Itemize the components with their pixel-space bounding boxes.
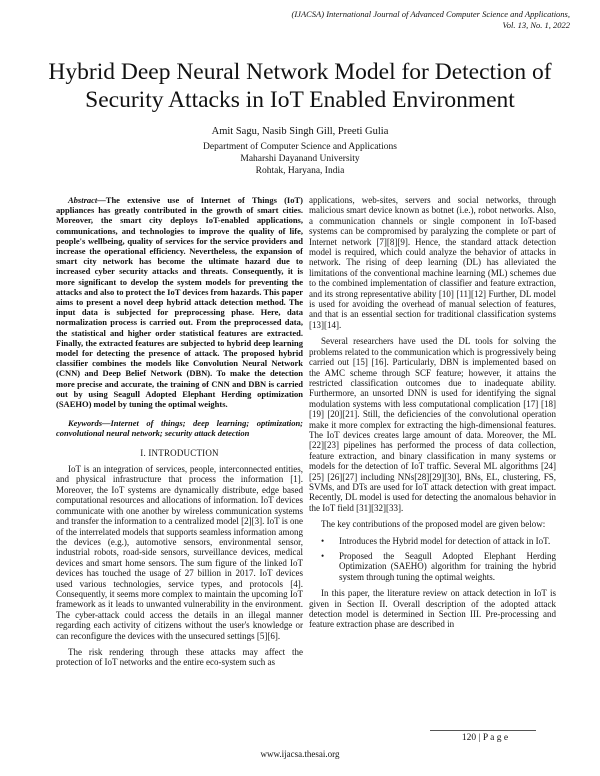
- affiliation-location: Rohtak, Haryana, India: [255, 166, 345, 176]
- abstract: [56, 195, 303, 409]
- footer-url[interactable]: www.ijacsa.thesai.org: [260, 749, 340, 759]
- footer-divider: [430, 730, 536, 731]
- affiliation-department: Department of Computer Science and Applications: [203, 142, 397, 152]
- journal-name: (IJACSA) International Journal of Advanced Computer Science and Applications,: [291, 9, 570, 19]
- intro-paragraph-4: Several researchers have used the DL tools for solving the problems related to the communication which is progressively being carried out [15] [16]. Particularly, DBN is implemented based on the AMC scheme through SCF feature; however, it attains the restricted classification outcomes due to inadequate ability. Furthermore, an unsorted DNN is used for identifying the signal modulation systems with less computational complication [17] [18] [19] [20][21]. Still, the deficiencies of the convolutional operation make it more complex for extracting the high-dimensional features. The IoT devices creates large amount of data. Moreover, the ML [22][23] pipelines has performed the process of data collection, feature extraction, and binary classification in many systems or models for the detection of IoT traffic. Several ML algorithms [24][25] [26][27] including NNs[28][29][30], BNs, EL, clustering, FS, SVMs, and DTs are used for IoT attack detection with great impact. Recently, DL model is used for detecting the anomalous behavior in the IoT field [31][32][33].: [309, 336, 556, 513]
- affiliation-university: Maharshi Dayanand University: [240, 154, 360, 164]
- contribution-text: Proposed the Seagull Adopted Elephant Herding Optimization (SAEHO) algorithm for training the hybrid system through tuning the optimal weights.: [339, 551, 556, 582]
- page-number: 120 | P a g e: [461, 733, 509, 743]
- intro-paragraph-6: In this paper, the literature review on attack detection in IoT is given in Section II. Overall description of the adopted attack detection model is determined in Section III. Pre-processing and feature extraction phase are described in: [309, 588, 556, 630]
- abstract-text: —The extensive use of Internet of Things (IoT) appliances has greatly contributed in the growth of smart cities. Moreover, the smart city deploys IoT-enabled applications, communications, and technologies to improve the quality of life, people's wellbeing, quality of services for the service providers and increase the operational efficiency. Nevertheless, the expansion of smart city network has become the ultimate hazard due to increased cyber security attacks and threats. Consequently, it is more significant to develop the system models for preventing the attacks and also to protect the IoT devices from hazards. This paper aims to present a novel deep hybrid attack detection method. The input data is subjected for preprocessing phase. Here, data normalization process is carried out. From the preprocessed data, the statistical and higher order statistical features are extracted. Finally, the extracted features are subjected to hybrid deep learning model for detecting the presence of attack. The proposed hybrid classifier combines the models like Convolution Neural Network (CNN) and Deep Belief Network (DBN). To make the detection more precise and accurate, the training of CNN and DBN is carried out by using Seagull Adopted Elephant Herding optimization (SAEHO) model by tuning the optimal weights.: [56, 195, 303, 410]
- contribution-list: [309, 536, 556, 583]
- intro-paragraph-1: IoT is an integration of services, people, interconnected entities, and physical infrastructure that process the information [1]. Moreover, the IoT systems are dynamically distribute, edge based computational resources and allocations of information. IoT devices communicate with one another by wireless communication systems and transfer the information to a centralized model [2][3]. IoT is one of the interrelated models that supports seamless information among the devices (e.g.), automotive sensors, environmental sensor, industrial robots, road-side sensors, surveillance devices, medical devices and smart home sensors. The sum figure of the linked IoT devices has touched the usage of 27 billion in 2017. IoT devices used various technologies, service types, and protocols [4]. Consequently, it seems more complex to maintain the upcoming IoT framework as it leads to unwanted vulnerability in the environment. The cyber-attack could access the details in an illegal manner regarding each activity of citizens without the user's knowledge or can reconfigure the devices with the unsecured settings [5][6].: [56, 464, 303, 641]
- keywords: Keywords—Internet of things; deep learning; optimization; convolutional neural network; security attack detection: [56, 418, 303, 439]
- right-column: [309, 195, 556, 630]
- list-item: [309, 536, 556, 546]
- bullet-icon: •: [321, 551, 325, 561]
- bullet-icon: •: [321, 535, 325, 546]
- journal-volume: Vol. 13, No. 1, 2022: [502, 20, 570, 30]
- intro-paragraph-2: The risk rendering through these attacks may affect the protection of IoT networks and the entire eco-system such as: [56, 646, 303, 668]
- paper-title: Hybrid Deep Neural Network Model for Detection of Security Attacks in IoT Enabled Environment: [48, 59, 552, 113]
- intro-paragraph-3: applications, web-sites, servers and social networks, through malicious smart device known as botnet (i.e.), robot networks. Also, a communication channels or single component in IoT-based systems can be compromised by paralyzing the complete or part of Internet network [7][8][9]. Hence, the standard attack detection model is required, which could analyze the behavior of attacks in network. The rising of deep learning (DL) has alleviated the limitations of the conventional machine learning (ML) schemes due to the combined implementation of classifier and feature extraction, and its strong representative ability [10] [11][12] Further, DL model is used for avoiding the overhead of manual selection of features, and that is an essential section for traditional classification systems [13][14].: [309, 195, 556, 330]
- abstract-label: Abstract: [68, 195, 98, 205]
- list-item: [309, 551, 556, 582]
- author-list: Amit Sagu, Nasib Singh Gill, Preeti Gulia: [211, 126, 389, 137]
- intro-paragraph-5: The key contributions of the proposed model are given below:: [321, 519, 546, 530]
- affiliation: [0, 141, 600, 177]
- contribution-text: Introduces the Hybrid model for detection of attack in IoT.: [339, 535, 551, 546]
- left-column: [56, 195, 303, 668]
- section-heading-introduction: I. INTRODUCTION: [140, 447, 219, 458]
- journal-header: [170, 9, 570, 31]
